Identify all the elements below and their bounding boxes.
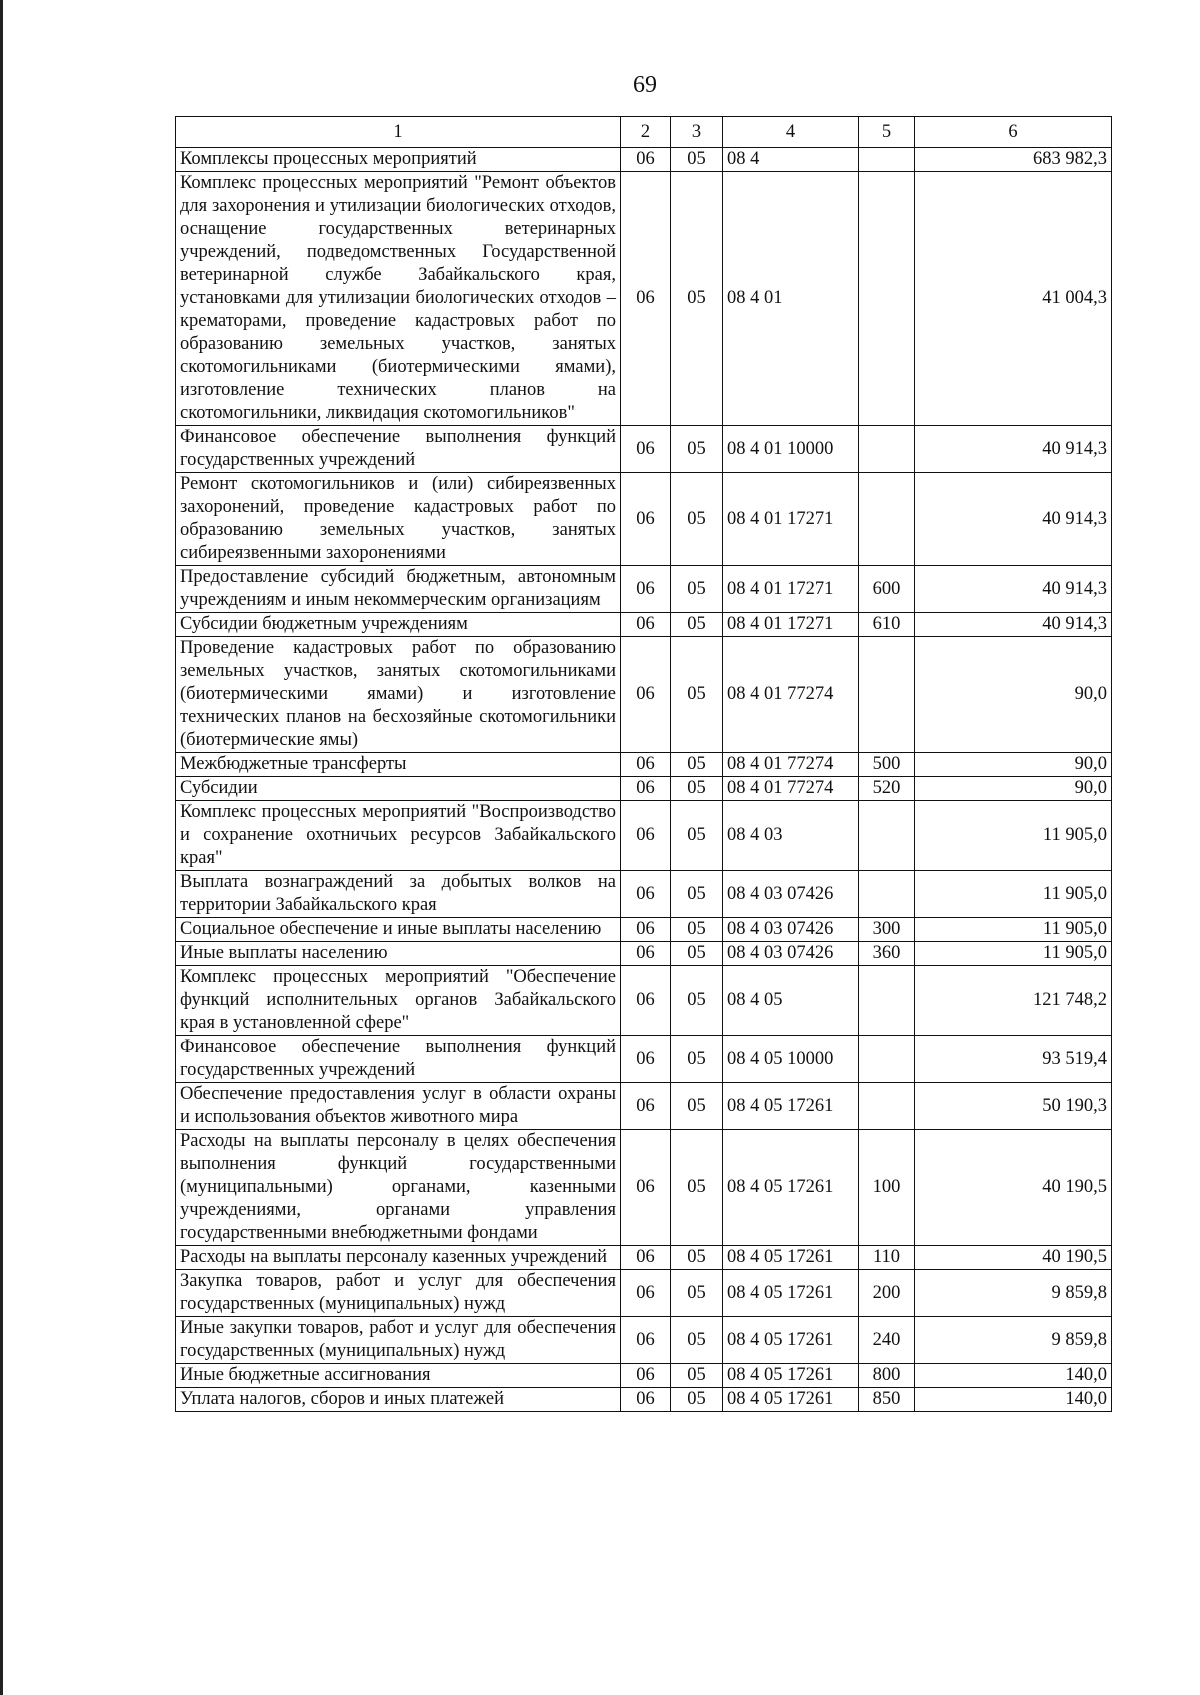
row-name: Комплексы процессных мероприятий xyxy=(176,148,621,172)
row-name: Комплекс процессных мероприятий "Ремонт объектов для захоронения и утилизации биологических отходов, оснащение государственных ветеринарных учреждений, подведомственных Государственной ветеринарной службе Забайкальского края, установками для утилизации биологических отходов – крематорами, проведение кадастровых работ по образованию земельных участков, занятых скотомогильниками (биотермическими ямами), изготовление технических планов на скотомогильники, ликвидация скотомогильников" xyxy=(176,172,621,426)
row-section: 06 xyxy=(621,1317,671,1364)
column-header-3: 3 xyxy=(671,117,723,148)
row-expense-type xyxy=(859,1083,915,1130)
row-subsection: 05 xyxy=(671,1083,723,1130)
row-section: 06 xyxy=(621,566,671,613)
row-section: 06 xyxy=(621,1130,671,1246)
row-expense-type xyxy=(859,801,915,871)
row-subsection: 05 xyxy=(671,613,723,637)
row-target-code: 08 4 05 xyxy=(723,966,859,1036)
row-target-code: 08 4 05 17261 xyxy=(723,1130,859,1246)
scan-edge xyxy=(0,0,3,1695)
row-expense-type xyxy=(859,172,915,426)
row-subsection: 05 xyxy=(671,566,723,613)
row-expense-type xyxy=(859,426,915,473)
table-row xyxy=(176,473,1112,566)
row-amount: 90,0 xyxy=(915,637,1112,753)
table-row xyxy=(176,1270,1112,1317)
row-section: 06 xyxy=(621,942,671,966)
row-section: 06 xyxy=(621,172,671,426)
row-amount: 11 905,0 xyxy=(915,871,1112,918)
row-name: Предоставление субсидий бюджетным, автономным учреждениям и иным некоммерческим организациям xyxy=(176,566,621,613)
row-name: Расходы на выплаты персоналу в целях обеспечения выполнения функций государственными (муниципальными) органами, казенными учреждениями, органами управления государственными внебюджетными фондами xyxy=(176,1130,621,1246)
table-row xyxy=(176,801,1112,871)
row-subsection: 05 xyxy=(671,871,723,918)
row-subsection: 05 xyxy=(671,801,723,871)
row-subsection: 05 xyxy=(671,918,723,942)
row-name: Проведение кадастровых работ по образованию земельных участков, занятых скотомогильниками (биотермическими ямами) и изготовление технических планов на бесхозяйные скотомогильники (биотермические ямы) xyxy=(176,637,621,753)
row-name: Выплата вознаграждений за добытых волков на территории Забайкальского края xyxy=(176,871,621,918)
row-amount: 140,0 xyxy=(915,1388,1112,1412)
row-amount: 40 914,3 xyxy=(915,426,1112,473)
row-expense-type xyxy=(859,148,915,172)
row-subsection: 05 xyxy=(671,753,723,777)
row-name: Комплекс процессных мероприятий "Воспроизводство и сохранение охотничьих ресурсов Забайкальского края" xyxy=(176,801,621,871)
row-name: Обеспечение предоставления услуг в области охраны и использования объектов животного мира xyxy=(176,1083,621,1130)
row-amount: 93 519,4 xyxy=(915,1036,1112,1083)
table-row xyxy=(176,1083,1112,1130)
row-amount: 140,0 xyxy=(915,1364,1112,1388)
row-section: 06 xyxy=(621,753,671,777)
column-header-1: 1 xyxy=(176,117,621,148)
row-target-code: 08 4 01 xyxy=(723,172,859,426)
row-target-code: 08 4 xyxy=(723,148,859,172)
table-row xyxy=(176,637,1112,753)
row-amount: 40 914,3 xyxy=(915,473,1112,566)
row-subsection: 05 xyxy=(671,777,723,801)
row-name: Ремонт скотомогильников и (или) сибиреязвенных захоронений, проведение кадастровых работ по образованию земельных участков, занятых сибиреязвенными захоронениями xyxy=(176,473,621,566)
row-target-code: 08 4 05 17261 xyxy=(723,1270,859,1317)
row-expense-type: 300 xyxy=(859,918,915,942)
row-amount: 40 190,5 xyxy=(915,1130,1112,1246)
budget-table xyxy=(175,116,1112,1412)
row-target-code: 08 4 05 10000 xyxy=(723,1036,859,1083)
row-target-code: 08 4 05 17261 xyxy=(723,1246,859,1270)
row-name: Субсидии бюджетным учреждениям xyxy=(176,613,621,637)
row-expense-type: 240 xyxy=(859,1317,915,1364)
row-amount: 9 859,8 xyxy=(915,1317,1112,1364)
row-amount: 41 004,3 xyxy=(915,172,1112,426)
row-name: Социальное обеспечение и иные выплаты населению xyxy=(176,918,621,942)
row-section: 06 xyxy=(621,1270,671,1317)
row-target-code: 08 4 05 17261 xyxy=(723,1388,859,1412)
row-name: Расходы на выплаты персоналу казенных учреждений xyxy=(176,1246,621,1270)
row-target-code: 08 4 03 07426 xyxy=(723,942,859,966)
column-header-2: 2 xyxy=(621,117,671,148)
row-section: 06 xyxy=(621,1246,671,1270)
row-target-code: 08 4 01 17271 xyxy=(723,613,859,637)
row-name: Комплекс процессных мероприятий "Обеспечение функций исполнительных органов Забайкальского края в установленной сфере" xyxy=(176,966,621,1036)
row-subsection: 05 xyxy=(671,1130,723,1246)
row-section: 06 xyxy=(621,1364,671,1388)
table-row xyxy=(176,1036,1112,1083)
table-row xyxy=(176,1317,1112,1364)
row-expense-type: 520 xyxy=(859,777,915,801)
row-section: 06 xyxy=(621,1036,671,1083)
row-amount: 683 982,3 xyxy=(915,148,1112,172)
table-row xyxy=(176,148,1112,172)
column-header-5: 5 xyxy=(859,117,915,148)
row-name: Финансовое обеспечение выполнения функций государственных учреждений xyxy=(176,426,621,473)
row-section: 06 xyxy=(621,473,671,566)
row-expense-type xyxy=(859,871,915,918)
row-target-code: 08 4 01 17271 xyxy=(723,566,859,613)
row-name: Закупка товаров, работ и услуг для обеспечения государственных (муниципальных) нужд xyxy=(176,1270,621,1317)
row-subsection: 05 xyxy=(671,1036,723,1083)
row-name: Межбюджетные трансферты xyxy=(176,753,621,777)
row-subsection: 05 xyxy=(671,172,723,426)
page-number: 69 xyxy=(633,72,657,98)
table-row xyxy=(176,918,1112,942)
row-section: 06 xyxy=(621,801,671,871)
row-name: Иные бюджетные ассигнования xyxy=(176,1364,621,1388)
row-name: Финансовое обеспечение выполнения функций государственных учреждений xyxy=(176,1036,621,1083)
row-expense-type: 600 xyxy=(859,566,915,613)
row-expense-type: 500 xyxy=(859,753,915,777)
row-expense-type: 850 xyxy=(859,1388,915,1412)
row-section: 06 xyxy=(621,613,671,637)
table-header-row xyxy=(176,117,1112,148)
row-section: 06 xyxy=(621,871,671,918)
row-section: 06 xyxy=(621,426,671,473)
row-amount: 9 859,8 xyxy=(915,1270,1112,1317)
row-amount: 121 748,2 xyxy=(915,966,1112,1036)
row-expense-type: 610 xyxy=(859,613,915,637)
table-row xyxy=(176,753,1112,777)
row-amount: 40 190,5 xyxy=(915,1246,1112,1270)
row-section: 06 xyxy=(621,777,671,801)
row-subsection: 05 xyxy=(671,1388,723,1412)
row-name: Субсидии xyxy=(176,777,621,801)
column-header-4: 4 xyxy=(723,117,859,148)
row-expense-type xyxy=(859,966,915,1036)
row-subsection: 05 xyxy=(671,942,723,966)
row-target-code: 08 4 03 xyxy=(723,801,859,871)
row-name: Уплата налогов, сборов и иных платежей xyxy=(176,1388,621,1412)
table-row xyxy=(176,566,1112,613)
row-subsection: 05 xyxy=(671,1246,723,1270)
row-target-code: 08 4 01 77274 xyxy=(723,637,859,753)
row-amount: 11 905,0 xyxy=(915,942,1112,966)
row-name: Иные закупки товаров, работ и услуг для обеспечения государственных (муниципальных) нужд xyxy=(176,1317,621,1364)
row-target-code: 08 4 03 07426 xyxy=(723,871,859,918)
table-row xyxy=(176,613,1112,637)
row-section: 06 xyxy=(621,148,671,172)
row-subsection: 05 xyxy=(671,148,723,172)
row-amount: 11 905,0 xyxy=(915,918,1112,942)
row-target-code: 08 4 01 17271 xyxy=(723,473,859,566)
row-subsection: 05 xyxy=(671,637,723,753)
table-body xyxy=(176,148,1112,1412)
row-expense-type: 110 xyxy=(859,1246,915,1270)
row-amount: 90,0 xyxy=(915,777,1112,801)
row-subsection: 05 xyxy=(671,426,723,473)
table-row xyxy=(176,172,1112,426)
column-header-6: 6 xyxy=(915,117,1112,148)
row-expense-type xyxy=(859,1036,915,1083)
row-amount: 40 914,3 xyxy=(915,566,1112,613)
row-expense-type xyxy=(859,473,915,566)
row-amount: 50 190,3 xyxy=(915,1083,1112,1130)
row-target-code: 08 4 01 77274 xyxy=(723,777,859,801)
row-amount: 40 914,3 xyxy=(915,613,1112,637)
table-row xyxy=(176,1246,1112,1270)
row-expense-type: 800 xyxy=(859,1364,915,1388)
row-section: 06 xyxy=(621,637,671,753)
row-target-code: 08 4 01 10000 xyxy=(723,426,859,473)
row-expense-type: 200 xyxy=(859,1270,915,1317)
table-row xyxy=(176,966,1112,1036)
table-row xyxy=(176,777,1112,801)
table-row xyxy=(176,1130,1112,1246)
row-expense-type: 100 xyxy=(859,1130,915,1246)
row-section: 06 xyxy=(621,1388,671,1412)
row-subsection: 05 xyxy=(671,1317,723,1364)
table-row xyxy=(176,1388,1112,1412)
row-name: Иные выплаты населению xyxy=(176,942,621,966)
table-row xyxy=(176,1364,1112,1388)
table-row xyxy=(176,942,1112,966)
row-section: 06 xyxy=(621,966,671,1036)
row-expense-type xyxy=(859,637,915,753)
row-target-code: 08 4 03 07426 xyxy=(723,918,859,942)
row-section: 06 xyxy=(621,1083,671,1130)
row-target-code: 08 4 05 17261 xyxy=(723,1317,859,1364)
row-target-code: 08 4 05 17261 xyxy=(723,1083,859,1130)
table-row xyxy=(176,871,1112,918)
row-target-code: 08 4 05 17261 xyxy=(723,1364,859,1388)
table-row xyxy=(176,426,1112,473)
row-amount: 90,0 xyxy=(915,753,1112,777)
row-target-code: 08 4 01 77274 xyxy=(723,753,859,777)
row-subsection: 05 xyxy=(671,966,723,1036)
row-subsection: 05 xyxy=(671,473,723,566)
row-section: 06 xyxy=(621,918,671,942)
row-amount: 11 905,0 xyxy=(915,801,1112,871)
row-expense-type: 360 xyxy=(859,942,915,966)
row-subsection: 05 xyxy=(671,1364,723,1388)
row-subsection: 05 xyxy=(671,1270,723,1317)
